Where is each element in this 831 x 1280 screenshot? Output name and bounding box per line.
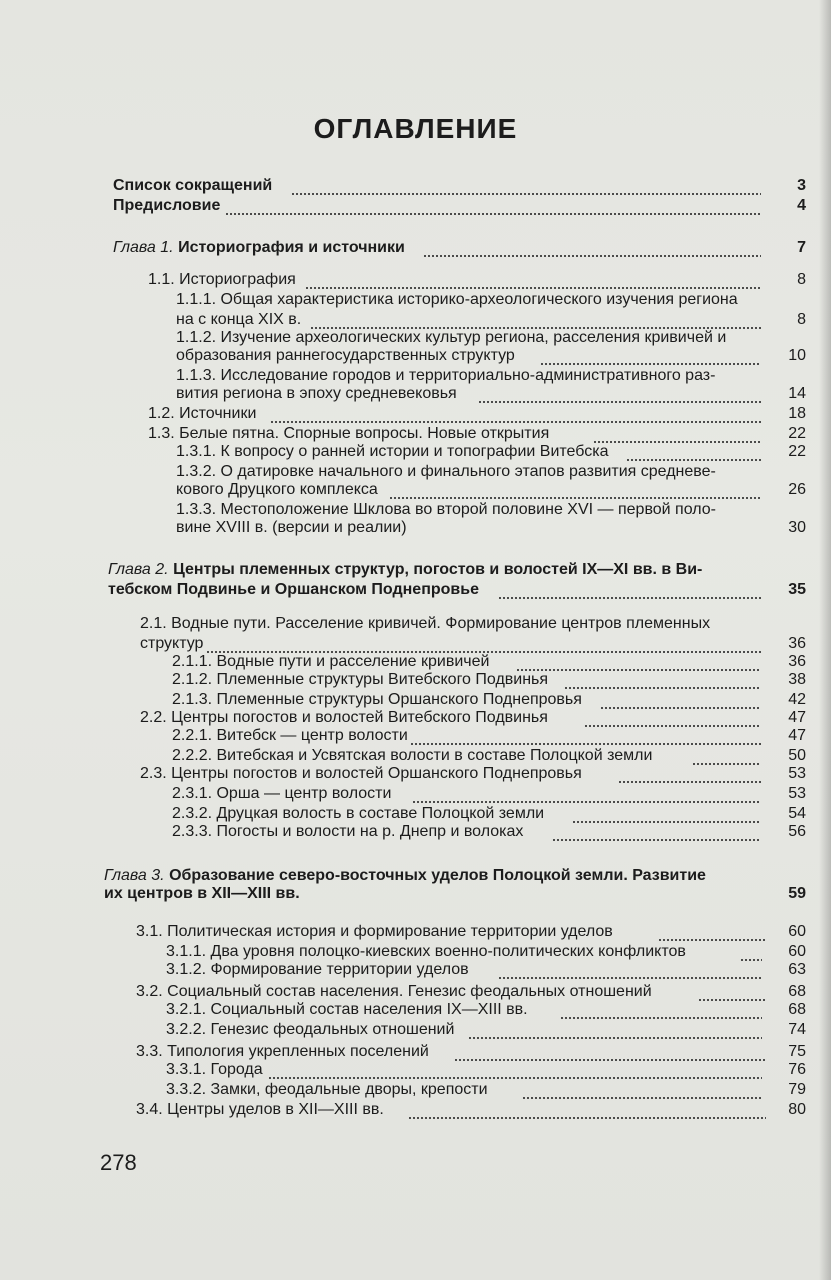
toc-entry-title: 2.3.2. Друцкая волость в составе Полоцкой земли [172,805,545,822]
leader-dots [498,977,762,979]
toc-page-number: 10 [788,347,806,364]
leader-dots [478,401,761,403]
toc-entry-title: 2.2.1. Витебск — центр волости [172,727,408,744]
toc-entry-title: 3.3. Типология укрепленных поселений [136,1043,429,1060]
leader-dots [564,687,761,689]
leader-dots [423,255,761,257]
toc-entry-title: 3.2. Социальный состав населения. Генезис феодальных отношений [136,983,652,1000]
toc-page-number: 59 [788,885,806,902]
toc-entry-title: вития региона в эпоху средневековья [176,385,457,402]
toc-entry-line: 1.1.1. Общая характеристика историко-археологического изучения региона [176,291,738,308]
leader-dots [270,421,761,423]
leader-dots [498,597,761,599]
toc-entry-title: 3.3.2. Замки, феодальные дворы, крепости [166,1081,488,1098]
toc-entry-title: Список сокращений [113,177,273,194]
toc-entry [172,670,806,690]
toc-page-number: 26 [788,481,806,498]
toc-entry-line: 1.1.2. Изучение археологических культур региона, расселения кривичей и [176,329,727,346]
toc-entry-title: структур [140,635,204,652]
toc-page-number: 53 [788,785,806,802]
toc-page-number: 53 [788,765,806,782]
toc-entry-title: 2.3.3. Погосты и волости на р. Днепр и волоках [172,823,524,840]
page-number-footer: 278 [100,1150,137,1175]
toc-entry-title: кового Друцкого комплекса [176,481,378,498]
toc-page-number: 38 [788,671,806,688]
toc-page-number: 18 [788,405,806,422]
toc-entry-title: вине XVIII в. (версии и реалии) [176,519,407,536]
toc-entry-title: 2.2.2. Витебская и Усвятская волости в составе Полоцкой земли [172,747,653,764]
toc-entry-title: 3.1.1. Два уровня полоцко-киевских военно-политических конфликтов [166,943,686,960]
toc-chapter-entry [108,580,806,600]
toc-entry-title: 2.2. Центры погостов и волостей Витебского Подвинья [140,709,548,726]
toc-page-number: 50 [788,747,806,764]
toc-entry [176,384,806,404]
toc-entry-line: Центры племенных структур, погостов и волостей IX—XI вв. в Ви- [173,561,703,578]
toc-page-number: 47 [788,709,806,726]
toc-page-number: 54 [788,805,806,822]
leader-dots [412,801,761,803]
toc-entry [166,960,806,980]
toc-entry-title: 3.2.1. Социальный состав населения IX—XIII вв. [166,1001,528,1018]
toc-entry [176,442,806,462]
toc-entry-title: 2.1.3. Племенные структуры Оршанского Поднепровья [172,691,582,708]
toc-entry-title: 3.1.2. Формирование территории уделов [166,961,469,978]
toc-entry [172,690,806,710]
toc-page-number: 76 [788,1061,806,1078]
leader-dots [268,1077,762,1079]
toc-entry-title: Предисловие [113,197,221,214]
toc-page-number: 36 [788,653,806,670]
toc-page-number: 74 [788,1021,806,1038]
leader-dots [552,839,761,841]
toc-entry-line: Образование северо-восточных уделов Полоцкой земли. Развитие [169,867,706,884]
toc-page-number: 80 [788,1101,806,1118]
toc-entry-line: 1.3.3. Местоположение Шклова во второй половине XVI — первой поло- [176,501,716,518]
toc-page-number: 7 [797,239,806,256]
toc-entry-title: 2.3. Центры погостов и волостей Оршанского Поднепровья [140,765,582,782]
leader-dots [522,1097,762,1099]
leader-dots [410,743,761,745]
leader-dots [618,781,761,783]
leader-dots [658,939,766,941]
leader-dots [408,1117,766,1119]
toc-entry-title: на с конца XIX в. [176,311,302,328]
leader-dots [468,1037,762,1039]
toc-entry-line: 1.3.2. О датировке начального и финального этапов развития средневе- [176,463,716,480]
toc-page-number: 4 [797,197,806,214]
toc-page-number: 30 [788,519,806,536]
toc-page-number: 36 [788,635,806,652]
toc-entry-title: 1.3. Белые пятна. Спорные вопросы. Новые открытия [148,425,550,442]
toc-entry-line: 2.1. Водные пути. Расселение кривичей. Формирование центров племенных [140,615,711,632]
toc-page-number: 60 [788,923,806,940]
toc-entry [172,746,806,766]
toc-page-number: 22 [788,443,806,460]
toc-page-number: 3 [797,177,806,194]
toc-entry [148,424,806,444]
page-title: ОГЛАВЛЕНИЕ [313,113,518,144]
toc-page-number: 63 [788,961,806,978]
toc-entry [172,726,806,746]
toc-entry [166,1000,806,1020]
leader-dots [560,1017,762,1019]
toc-entry-title: Историография и источники [178,239,405,256]
toc-entry [172,784,806,804]
toc-entry [166,1060,806,1080]
toc-entry [140,764,806,784]
leader-dots [540,363,761,365]
toc-entry [172,822,806,842]
leader-dots [291,193,761,195]
leader-dots [389,497,761,499]
toc-page-number: 14 [788,385,806,402]
toc-entry [148,404,806,424]
toc-entry [166,1020,806,1040]
toc-entry-line: 1.1.3. Исследование городов и территориально-административного раз- [176,367,716,384]
toc-page-number: 60 [788,943,806,960]
toc-entry-title: 1.1. Историография [148,271,296,288]
toc-entry-title: 2.1.1. Водные пути и расселение кривичей [172,653,490,670]
toc-chapter-entry [104,884,806,904]
toc-entry [136,982,806,1002]
toc-entry-title: образования раннегосударственных структур [176,347,515,364]
toc-entry-title: 1.2. Источники [148,405,257,422]
toc-entry [136,922,806,942]
toc-chapter-line [108,560,702,580]
toc-entry-title: 3.4. Центры уделов в XII—XIII вв. [136,1101,384,1118]
toc-entry [140,708,806,728]
toc-entry-title: 1.3.1. К вопросу о ранней истории и топографии Витебска [176,443,609,460]
leader-dots [225,213,761,215]
toc-entry-title: 2.1.2. Племенные структуры Витебского Подвинья [172,671,549,688]
toc-entry-title: их центров в XII—XIII вв. [104,885,300,902]
toc-entry-title: 3.1. Политическая история и формирование территории уделов [136,923,613,940]
toc-entry [113,176,806,196]
toc-entry-title: 3.3.1. Города [166,1061,263,1078]
toc-page-number: 56 [788,823,806,840]
toc-entry [136,1042,806,1062]
toc-entry [176,310,806,330]
toc-chapter-line [104,866,706,886]
toc-page-number: 8 [797,311,806,328]
toc-entry [148,270,806,290]
toc-entry [166,942,806,962]
toc-entry [166,1080,806,1100]
toc-chapter-entry [113,238,806,258]
toc-entry [136,1100,806,1120]
leader-dots [305,287,761,289]
toc-page-number: 8 [797,271,806,288]
chapter-prefix: Глава 3. [104,867,165,884]
toc-page-number: 47 [788,727,806,744]
toc-page-number: 75 [788,1043,806,1060]
toc-entry [172,652,806,672]
toc-entry [113,196,806,216]
leader-dots [626,459,761,461]
toc-entry-title: 2.3.1. Орша — центр волости [172,785,392,802]
toc-page-number: 68 [788,983,806,1000]
toc-entry [140,634,806,654]
toc-entry [172,804,806,824]
toc-entry-title: 3.2.2. Генезис феодальных отношений [166,1021,455,1038]
toc-page-number: 35 [788,581,806,598]
toc-page-number: 22 [788,425,806,442]
toc-page-number: 42 [788,691,806,708]
chapter-prefix: Глава 2. [108,561,169,578]
toc-entry-title: тебском Подвинье и Оршанском Поднепровье [108,581,479,598]
toc-entry [176,346,806,366]
toc-entry [176,480,806,500]
toc-page-number: 68 [788,1001,806,1018]
toc-entry [176,518,806,538]
toc-page-number: 79 [788,1081,806,1098]
chapter-prefix: Глава 1. [113,239,174,256]
